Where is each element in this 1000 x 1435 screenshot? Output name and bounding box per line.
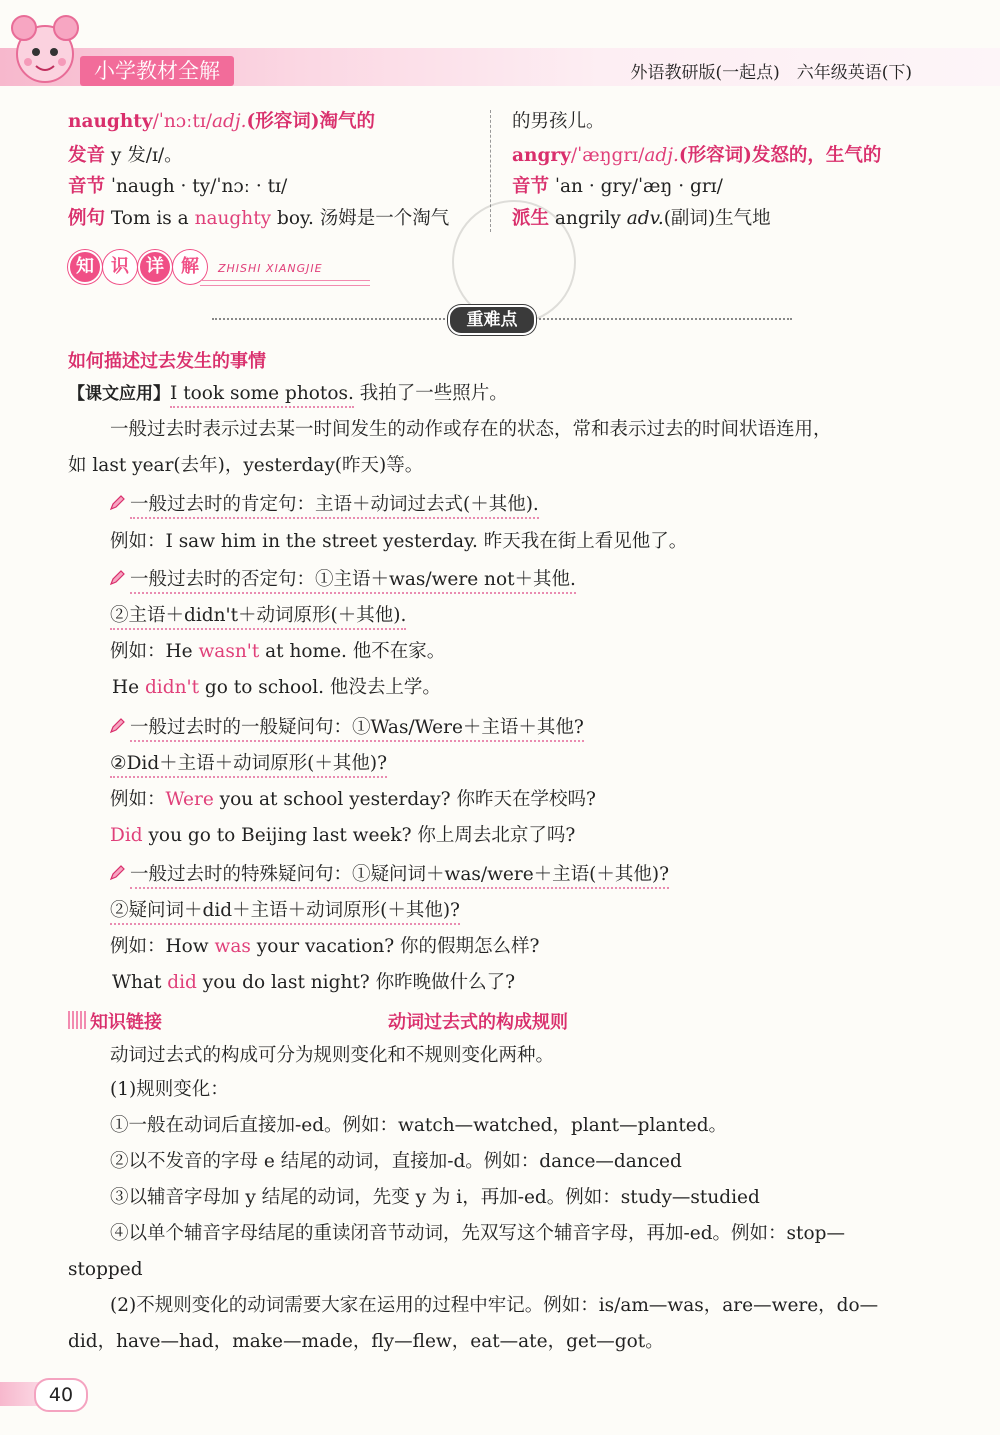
link-rule: ③以辅音字母加 y 结尾的动词，先变 y 为 i，再加-ed。例如：study—studied [110, 1187, 760, 1208]
key-sentence: I took some photos. [170, 383, 354, 408]
example-highlight: Did [110, 825, 143, 846]
syllable-label: 音节 [512, 176, 550, 197]
link-rule: ①一般在动词后直接加-ed。例如：watch—watched，plant—planted。 [110, 1115, 728, 1136]
section-underline [200, 280, 370, 286]
example-special-1 [110, 935, 539, 959]
example-text: go to school. 他没去上学。 [199, 677, 441, 698]
example-highlight: naughty [194, 208, 272, 229]
example-text: your vacation? 你的假期怎么样? [250, 936, 540, 957]
vocab-phonetic: /ˈæŋgrɪ/ [570, 145, 645, 166]
example-highlight: wasn't [198, 641, 260, 662]
example-highlight: was [214, 936, 251, 957]
syllable-label: 音节 [68, 176, 106, 197]
example-highlight: didn't [144, 677, 200, 698]
derivative-label: 派生 [512, 208, 550, 229]
page-number: 40 [34, 1378, 88, 1412]
example-text: you at school yesterday? 你昨天在学校吗? [213, 789, 596, 810]
link-irregular: (2)不规则变化的动词需要大家在运用的过程中牢记。例如：is/am—was，are—were，do— [110, 1295, 879, 1316]
key-translation: 我拍了一些照片。 [353, 383, 508, 404]
vocab-naughty-pron [68, 144, 183, 168]
section-header [68, 250, 208, 284]
vocab-pos: adj. [644, 145, 679, 166]
text-application [68, 382, 508, 406]
pencil-icon [108, 494, 126, 512]
derivative-pos: adv. [626, 208, 664, 229]
pron-label: 发音 [68, 145, 106, 166]
example-text: What [112, 972, 168, 993]
rule-text: ②Did＋主语＋动词原形(＋其他)? [110, 753, 387, 778]
rule-text: 一般过去时的一般疑问句：①Was/Were＋主语＋其他? [130, 717, 584, 742]
link-rule: ④以单个辅音字母结尾的重读闭音节动词，先双写这个辅音字母，再加-ed。例如：stop— [110, 1223, 845, 1244]
example-negative-2 [112, 676, 441, 700]
pencil-icon [108, 864, 126, 882]
vocab-angry-headword [512, 144, 881, 168]
link-title: 动词过去式的构成规则 [388, 1012, 568, 1033]
derivative-meaning: (副词)生气地 [663, 208, 771, 229]
vocab-naughty-syllable [68, 175, 287, 199]
example-label: 例句 [68, 208, 106, 229]
edition-label: 外语教研版(一起点) 六年级英语(下) [630, 63, 912, 83]
link-rule: ②以不发音的字母 e 结尾的动词，直接加-d。例如：dance—danced [110, 1151, 682, 1172]
example-text: 例如： [110, 789, 166, 810]
tag-label: 【课文应用】 [68, 384, 170, 404]
example-highlight: did [167, 972, 197, 993]
rule-text: 一般过去时的否定句：①主语＋was/were not＋其他. [130, 569, 576, 594]
key-point-badge: 重难点 [448, 305, 536, 335]
vocab-meaning: (形容词)淘气的 [246, 111, 376, 132]
rule-text: ②主语＋didn't＋动词原形(＋其他). [110, 605, 406, 630]
example-text: 例如：How [110, 936, 215, 957]
rule-special-question-2 [110, 899, 460, 923]
vocab-naughty-example [68, 207, 449, 231]
derivative-word: angrily [554, 208, 627, 229]
pron-text: y 发/ɪ/。 [110, 145, 183, 166]
rule-negative-2 [110, 604, 406, 628]
rule-text: 一般过去时的肯定句：主语＋动词过去式(＋其他). [130, 494, 539, 519]
syllable-text: ˈan · gry/ˈæŋ · grɪ/ [554, 176, 723, 197]
rule-affirmative [108, 493, 539, 517]
link-rule: stopped [68, 1259, 143, 1280]
link-paragraph: (1)规则变化： [110, 1079, 229, 1100]
syllable-text: ˈnaugh · ty/ˈnɔː · tɪ/ [110, 176, 288, 197]
rule-question-2 [110, 752, 387, 776]
example-text: Tom is a [110, 208, 195, 229]
rule-text: 一般过去时的特殊疑问句：①疑问词＋was/were＋主语(＋其他)? [130, 864, 669, 889]
link-paragraph: 动词过去式的构成可分为规则变化和不规则变化两种。 [110, 1045, 555, 1066]
example-affirmative: 例如：I saw him in the street yesterday. 昨天我在街上看见他了。 [110, 531, 688, 552]
pencil-icon [108, 569, 126, 587]
vocab-naughty-headword [68, 110, 375, 134]
vocab-naughty-example-cont: 的男孩儿。 [512, 111, 605, 132]
example-text: 例如：He [110, 641, 199, 662]
pencil-icon [108, 717, 126, 735]
vocab-word: naughty [68, 111, 153, 132]
link-irregular: did，have—had，make—made，fly—flew，eat—ate，get—got。 [68, 1331, 664, 1352]
section-char: 知 [68, 250, 102, 284]
example-text: you do last night? 你昨晚做什么了? [196, 972, 516, 993]
mascot-icon [6, 12, 84, 94]
example-special-2 [112, 971, 515, 995]
topic-title: 如何描述过去发生的事情 [68, 351, 266, 372]
rule-negative [108, 568, 576, 592]
vocab-word: angry [512, 145, 571, 166]
section-char: 识 [103, 250, 137, 284]
example-text: at home. 他不在家。 [259, 641, 446, 662]
example-text: He [112, 677, 145, 698]
example-question-2 [110, 824, 575, 848]
example-question-1 [110, 788, 596, 812]
example-highlight: Were [165, 789, 214, 810]
vocab-angry-syllable [512, 175, 723, 199]
section-char: 解 [173, 250, 207, 284]
vocab-pos: adj. [212, 111, 247, 132]
link-label: 知识链接 [90, 1012, 162, 1033]
vocab-meaning: (形容词)发怒的，生气的 [678, 145, 882, 166]
example-negative-1 [110, 640, 445, 664]
intro-line: 如 last year(去年)，yesterday(昨天)等。 [68, 455, 424, 476]
example-text: boy. 汤姆是一个淘气 [271, 208, 450, 229]
example-text: you go to Beijing last week? 你上周去北京了吗? [142, 825, 576, 846]
rule-special-question [108, 863, 669, 887]
section-pinyin: ZHISHI XIANGJIE [218, 262, 323, 275]
rule-question [108, 716, 584, 740]
section-char: 详 [138, 250, 172, 284]
book-title: 小学教材全解 [80, 56, 234, 86]
intro-line: 一般过去时表示过去某一时间发生的动作或存在的状态，常和表示过去的时间状语连用， [110, 419, 832, 440]
link-bars-icon [68, 1011, 86, 1029]
vocab-phonetic: /ˈnɔːtɪ/ [152, 111, 212, 132]
rule-text: ②疑问词＋did＋主语＋动词原形(＋其他)? [110, 900, 460, 925]
